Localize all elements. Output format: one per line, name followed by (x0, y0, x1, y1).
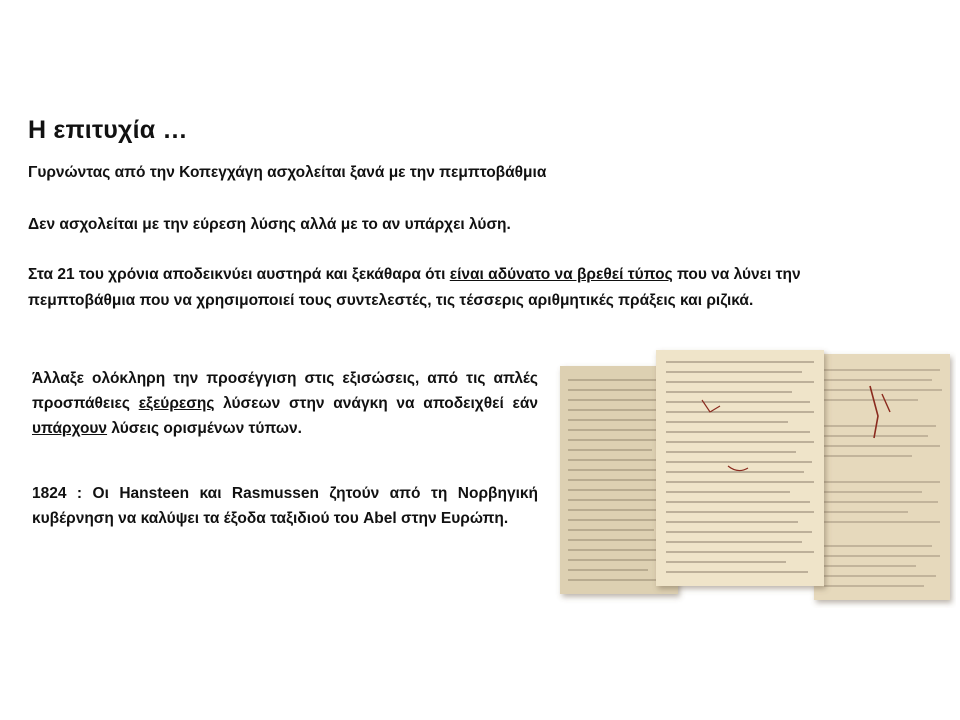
proof-text-end: που να λύνει την πεμπτοβάθμια που να χρησιμοποιεί τους συντελεστές, τις τέσσερις αριθμητικές πράξεις και ριζικά. (28, 266, 801, 309)
approach-emphasis-finding: εξεύρεσης (138, 395, 215, 412)
paragraph-approach (32, 366, 538, 441)
approach-emphasis-exist: υπάρχουν (32, 420, 108, 437)
paragraph-copenhagen: Γυρνώντας από την Κοπεγχάγη ασχολείται ξανά με την πεμπτοβάθμια (28, 164, 547, 181)
approach-text-start: Άλλαξε ολόκληρη την προσέγγιση στις εξισώσεις, από τις απλές προσπάθειες (32, 370, 538, 412)
proof-text-emphasis: είναι αδύνατο να βρεθεί τύπος (449, 266, 673, 283)
manuscript-page-middle (656, 350, 824, 586)
slide-title: Η επιτυχία … (28, 116, 188, 144)
paragraph-1824: 1824 : Οι Hansteen και Rasmussen ζητούν από τη Νορβηγική κυβέρνηση να καλύψει τα έξοδα ταξιδιού του Abel στην Ευρώπη. (32, 485, 538, 527)
approach-text-middle: λύσεων στην ανάγκη να αποδειχθεί εάν (214, 395, 538, 412)
manuscript-image (552, 346, 956, 608)
proof-text-start: Στα 21 του χρόνια αποδεικνύει αυστηρά και ξεκάθαρα ότι (28, 266, 450, 283)
manuscript-page-right (814, 354, 950, 600)
paragraph-existence: Δεν ασχολείται με την εύρεση λύσης αλλά με το αν υπάρχει λύση. (28, 216, 511, 233)
approach-text-end: λύσεις ορισμένων τύπων. (107, 420, 302, 437)
paragraph-proof (28, 262, 908, 314)
